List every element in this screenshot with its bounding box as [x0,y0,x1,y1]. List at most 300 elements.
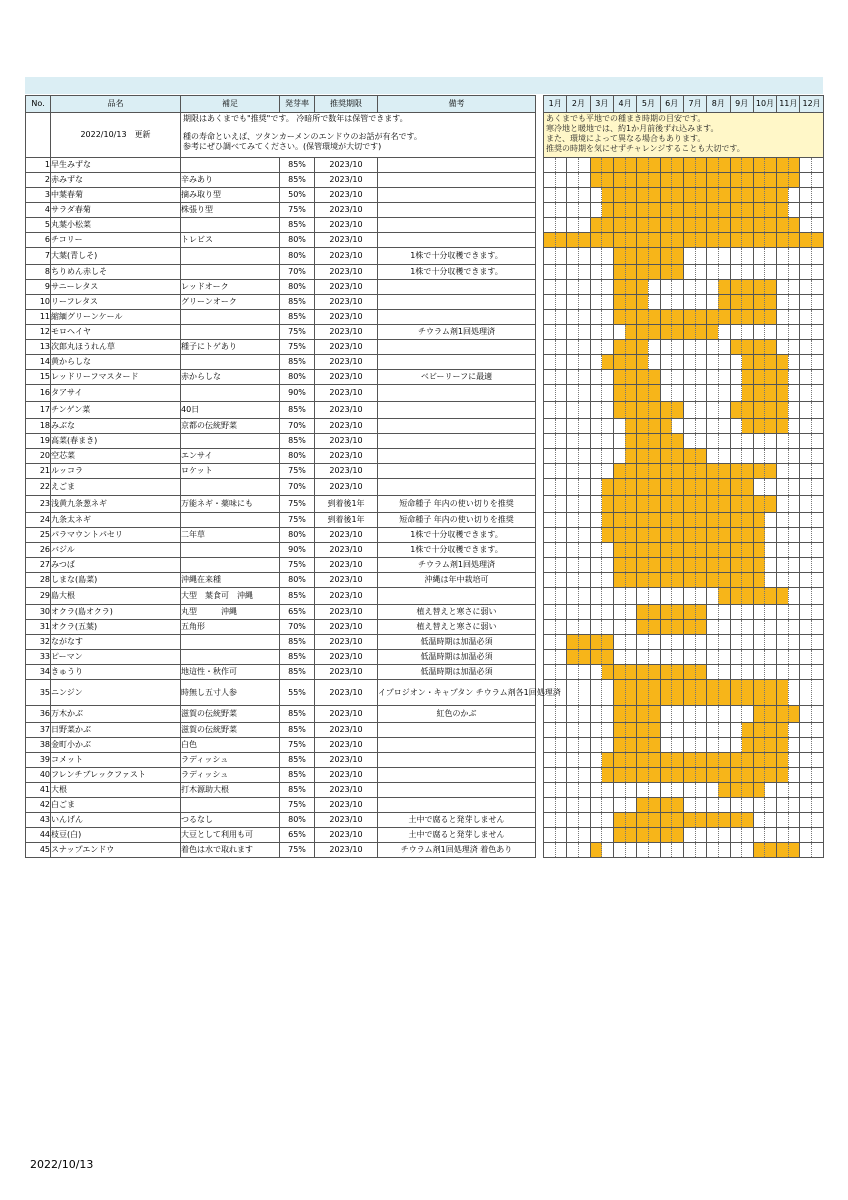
row-expiry: 2023/10 [315,325,378,340]
schedule-cell [625,173,637,188]
row-remark [378,723,536,738]
row-note: 沖縄在来種 [181,573,280,588]
schedule-cell [730,340,742,355]
schedule-cell [800,620,812,635]
schedule-cell [544,588,556,605]
schedule-cell [578,203,590,218]
schedule-cell [625,233,637,248]
schedule-cell [613,768,625,783]
schedule-cell [637,310,649,325]
spacer [536,753,544,768]
schedule-cell [648,753,660,768]
schedule-cell [800,434,812,449]
row-name: いんげん [51,813,181,828]
schedule-cell [660,543,672,558]
schedule-cell [753,496,765,513]
schedule-cell [648,370,660,385]
schedule-cell [660,464,672,479]
schedule-cell [555,280,567,295]
schedule-cell [788,828,800,843]
schedule-cell [683,218,695,233]
schedule-cell [544,798,556,813]
schedule-cell [578,635,590,650]
schedule-cell [800,295,812,310]
schedule-cell [555,449,567,464]
schedule-cell [648,635,660,650]
schedule-cell [602,340,614,355]
schedule-cell [753,434,765,449]
row-remark [378,753,536,768]
row-name: レッドリーフマスタード [51,370,181,385]
schedule-cell [788,295,800,310]
row-note: 打木源助大根 [181,783,280,798]
spacer [536,573,544,588]
schedule-cell [567,496,579,513]
schedule-cell [742,310,754,325]
schedule-cell [800,528,812,543]
schedule-cell [555,248,567,265]
schedule-cell [777,496,789,513]
schedule-cell [788,738,800,753]
schedule-cell [555,588,567,605]
row-remark [378,434,536,449]
schedule-cell [742,798,754,813]
schedule-cell [812,158,824,173]
info-line-2: 種の寿命といえば、ツタンカーメンのエンドウのお話が有名です。 [183,132,422,141]
schedule-cell [777,620,789,635]
schedule-cell [777,173,789,188]
schedule-cell [613,310,625,325]
schedule-cell [613,843,625,858]
schedule-cell [648,340,660,355]
row-note [181,650,280,665]
schedule-cell [753,605,765,620]
schedule-cell [812,280,824,295]
schedule-cell [544,706,556,723]
schedule-cell [777,828,789,843]
row-expiry: 2023/10 [315,310,378,325]
schedule-cell [660,402,672,419]
schedule-cell [777,434,789,449]
schedule-cell [730,310,742,325]
schedule-cell [695,218,707,233]
schedule-cell [590,843,602,858]
schedule-cell [753,479,765,496]
schedule-cell [683,434,695,449]
row-note [181,158,280,173]
schedule-cell [788,768,800,783]
schedule-cell [637,434,649,449]
row-note: 摘み取り型 [181,188,280,203]
schedule-cell [567,310,579,325]
row-remark: 植え替えと寒さに弱い [378,620,536,635]
row-germination: 75% [280,496,315,513]
schedule-cell [672,798,684,813]
schedule-cell [777,680,789,706]
schedule-cell [765,158,777,173]
schedule-cell [625,449,637,464]
schedule-cell [613,620,625,635]
schedule-cell [613,783,625,798]
schedule-cell [753,798,765,813]
schedule-cell [812,513,824,528]
schedule-cell [765,325,777,340]
schedule-cell [637,218,649,233]
row-remark: チウラム剤1回処理済 [378,325,536,340]
schedule-cell [578,513,590,528]
row-no: 15 [26,370,51,385]
schedule-cell [788,464,800,479]
schedule-cell [625,738,637,753]
schedule-cell [695,419,707,434]
spacer [536,513,544,528]
schedule-cell [788,434,800,449]
schedule-cell [578,813,590,828]
schedule-cell [672,233,684,248]
schedule-cell [637,543,649,558]
schedule-cell [660,665,672,680]
schedule-cell [742,706,754,723]
schedule-cell [812,768,824,783]
schedule-cell [707,218,719,233]
month-header-12: 12月 [800,96,823,113]
row-germination: 85% [280,650,315,665]
row-note [181,635,280,650]
schedule-cell [718,635,730,650]
schedule-cell [672,173,684,188]
schedule-cell [637,783,649,798]
row-expiry: 2023/10 [315,434,378,449]
spacer [536,738,544,753]
column-header-row [26,96,824,113]
schedule-cell [555,843,567,858]
schedule-cell [753,813,765,828]
row-name: ちりめん赤しそ [51,265,181,280]
schedule-cell [788,605,800,620]
schedule-cell [788,650,800,665]
schedule-cell [683,680,695,706]
schedule-cell [544,265,556,280]
schedule-cell [613,265,625,280]
schedule-cell [812,588,824,605]
schedule-cell [730,588,742,605]
row-no: 29 [26,588,51,605]
schedule-cell [812,434,824,449]
schedule-cell [613,635,625,650]
row-no: 4 [26,203,51,218]
spacer [536,650,544,665]
row-no: 25 [26,528,51,543]
schedule-cell [660,620,672,635]
row-expiry: 2023/10 [315,340,378,355]
schedule-cell [718,248,730,265]
schedule-cell [602,605,614,620]
schedule-cell [555,355,567,370]
table-row [26,680,824,706]
row-note: 二年草 [181,528,280,543]
schedule-cell [777,635,789,650]
schedule-cell [544,419,556,434]
schedule-cell [590,635,602,650]
schedule-cell [753,233,765,248]
row-remark [378,233,536,248]
table-row [26,419,824,434]
schedule-cell [544,464,556,479]
schedule-cell [707,295,719,310]
schedule-cell [742,173,754,188]
schedule-cell [555,325,567,340]
schedule-cell [683,665,695,680]
row-name: 高菜(春まき) [51,434,181,449]
schedule-cell [637,402,649,419]
row-name: パラマウントパセリ [51,528,181,543]
schedule-cell [625,419,637,434]
schedule-cell [695,295,707,310]
table-row [26,650,824,665]
schedule-cell [777,158,789,173]
schedule-cell [648,449,660,464]
schedule-cell [567,158,579,173]
row-no: 33 [26,650,51,665]
schedule-cell [800,479,812,496]
schedule-cell [788,265,800,280]
spacer [536,464,544,479]
row-note: 滋賀の伝統野菜 [181,723,280,738]
schedule-cell [753,188,765,203]
row-remark [378,798,536,813]
schedule-cell [660,558,672,573]
schedule-cell [648,173,660,188]
spacer [536,325,544,340]
schedule-cell [555,753,567,768]
schedule-cell [695,798,707,813]
schedule-cell [742,528,754,543]
schedule-cell [544,558,556,573]
schedule-cell [777,310,789,325]
row-expiry: 2023/10 [315,173,378,188]
spacer [536,340,544,355]
schedule-cell [590,419,602,434]
schedule-cell [625,280,637,295]
schedule-cell [602,513,614,528]
row-no: 20 [26,449,51,464]
row-name: 空芯菜 [51,449,181,464]
schedule-cell [753,173,765,188]
schedule-cell [672,650,684,665]
schedule-cell [718,188,730,203]
schedule-cell [555,203,567,218]
schedule-cell [742,295,754,310]
row-no: 11 [26,310,51,325]
schedule-cell [800,706,812,723]
schedule-cell [544,723,556,738]
row-remark [378,310,536,325]
schedule-cell [660,218,672,233]
schedule-cell [578,706,590,723]
schedule-cell [812,370,824,385]
schedule-cell [812,310,824,325]
schedule-cell [753,385,765,402]
row-remark [378,340,536,355]
schedule-cell [672,843,684,858]
row-no: 24 [26,513,51,528]
schedule-cell [648,218,660,233]
schedule-cell [730,543,742,558]
row-expiry: 到着後1年 [315,513,378,528]
schedule-cell [777,723,789,738]
spacer [536,280,544,295]
schedule-cell [555,340,567,355]
schedule-cell [753,635,765,650]
schedule-cell [683,843,695,858]
schedule-cell [753,650,765,665]
schedule-cell [602,573,614,588]
schedule-cell [800,496,812,513]
schedule-cell [742,158,754,173]
schedule-cell [578,783,590,798]
schedule-cell [637,496,649,513]
schedule-cell [672,738,684,753]
schedule-cell [544,203,556,218]
schedule-cell [578,528,590,543]
schedule-cell [777,650,789,665]
schedule-cell [777,798,789,813]
spacer [536,843,544,858]
schedule-cell [637,449,649,464]
schedule-cell [777,265,789,280]
schedule-cell [672,158,684,173]
spacer [536,385,544,402]
schedule-cell [742,479,754,496]
schedule-cell [812,464,824,479]
schedule-cell [544,513,556,528]
row-name: モロヘイヤ [51,325,181,340]
schedule-cell [637,588,649,605]
row-remark [378,768,536,783]
spacer [536,449,544,464]
row-remark: 植え替えと寒さに弱い [378,605,536,620]
schedule-cell [602,620,614,635]
schedule-cell [707,813,719,828]
row-expiry: 2023/10 [315,449,378,464]
row-expiry: 2023/10 [315,218,378,233]
schedule-cell [718,573,730,588]
schedule-cell [590,528,602,543]
row-no: 28 [26,573,51,588]
schedule-cell [812,828,824,843]
row-name: スナップエンドウ [51,843,181,858]
row-remark: 沖縄は年中栽培可 [378,573,536,588]
row-expiry: 2023/10 [315,680,378,706]
schedule-cell [718,355,730,370]
schedule-cell [555,798,567,813]
schedule-cell [567,528,579,543]
row-name: 赤みずな [51,173,181,188]
schedule-cell [544,434,556,449]
schedule-cell [648,723,660,738]
schedule-cell [578,188,590,203]
schedule-cell [648,325,660,340]
schedule-cell [590,355,602,370]
schedule-cell [753,340,765,355]
schedule-cell [602,385,614,402]
schedule-cell [765,605,777,620]
schedule-cell [567,738,579,753]
row-remark: 1株で十分収穫できます。 [378,265,536,280]
schedule-cell [718,738,730,753]
schedule-cell [602,650,614,665]
schedule-cell [695,753,707,768]
schedule-cell [648,828,660,843]
row-note: 40日 [181,402,280,419]
row-germination: 75% [280,798,315,813]
row-no: 44 [26,828,51,843]
schedule-cell [812,665,824,680]
schedule-cell [695,650,707,665]
schedule-cell [788,479,800,496]
row-no: 21 [26,464,51,479]
schedule-cell [812,528,824,543]
row-remark [378,783,536,798]
schedule-cell [753,620,765,635]
row-note [181,513,280,528]
schedule-cell [765,543,777,558]
schedule-cell [648,798,660,813]
schedule-cell [707,706,719,723]
schedule-cell [695,783,707,798]
spacer [536,233,544,248]
schedule-cell [718,158,730,173]
schedule-cell [718,723,730,738]
schedule-cell [613,573,625,588]
schedule-cell [730,783,742,798]
schedule-cell [578,218,590,233]
schedule-cell [695,355,707,370]
schedule-cell [648,295,660,310]
schedule-cell [742,449,754,464]
row-note: 時無し五寸人参 [181,680,280,706]
row-expiry: 2023/10 [315,419,378,434]
schedule-cell [718,798,730,813]
row-no: 6 [26,233,51,248]
row-note: トレビス [181,233,280,248]
table-row [26,340,824,355]
schedule-cell [648,588,660,605]
schedule-cell [718,650,730,665]
schedule-cell [602,355,614,370]
schedule-cell [648,280,660,295]
schedule-cell [800,828,812,843]
schedule-cell [660,573,672,588]
schedule-cell [788,620,800,635]
schedule-cell [555,158,567,173]
schedule-cell [602,280,614,295]
schedule-cell [683,558,695,573]
schedule-cell [544,158,556,173]
schedule-cell [602,173,614,188]
schedule-cell [578,620,590,635]
row-expiry: 2023/10 [315,265,378,280]
schedule-cell [555,479,567,496]
schedule-cell [730,768,742,783]
schedule-cell [567,843,579,858]
row-note: 種子にトゲあり [181,340,280,355]
row-expiry: 2023/10 [315,798,378,813]
schedule-cell [695,370,707,385]
row-note [181,355,280,370]
schedule-cell [718,280,730,295]
row-name: 縮緬グリーンケール [51,310,181,325]
